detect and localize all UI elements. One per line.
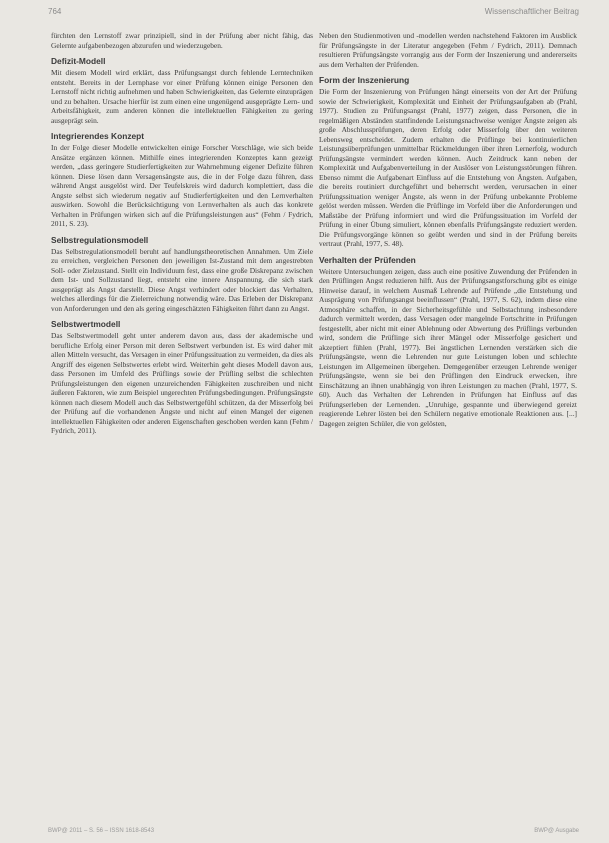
page-header bbox=[48, 7, 579, 19]
section-heading: Selbstregulationsmodell bbox=[51, 234, 149, 245]
section-heading: Form der Inszenierung bbox=[319, 75, 410, 85]
section-heading: Defizit-Modell bbox=[51, 56, 106, 66]
paragraph: In der Folge dieser Modelle entwickelten einige Forscher Vorschläge, wie sich beide Ansätze ergänzen können. Mithilfe eines integrierenden Konzeptes kann gezeigt werden, „dass geringere Studierfertigkeiten zur Wahrnehmung eigener Defizite führen können. Diese lösen dann Versagensängste aus, die in der Folge dazu führen, dass während Angst ausgelöst wird. Der Teufelskreis wird dadurch komplettiert, dass die Angste selbst sich wiederum negativ auf Studierfertigkeiten und den Lernverhalten auswirken. Sowohl die Berücksichtigung von Lernverhalten als auch das konkrete Verhalten in Prüfungen wirken sich auf die Prüfungsleistungen aus“ (Fehm / Fydrich, 2011, S. 23). bbox=[51, 143, 313, 228]
page-footer bbox=[48, 828, 579, 838]
section-heading: Selbstwertmodell bbox=[51, 319, 121, 329]
left-column bbox=[51, 31, 313, 438]
right-column bbox=[319, 31, 577, 430]
paragraph: fürchten den Lernstoff zwar prinzipiell, sind in der Prüfung aber nicht fähig, das Gelernte aufgabenbezogen abzurufen und wiederzugeben. bbox=[51, 31, 313, 50]
paragraph: Das Selbstwertmodell geht unter anderem davon aus, dass der akademische und berufliche Erfolg einer Person mit deren Selbstwert verbunden ist. Es wird daher mit allen Mitteln versucht, das Versagen in einer Prüfungssituation zu vermeiden, da dies als Angriff des eigenen Selbstwertes erlebt wird. Weiterhin geht dieses Modell davon aus, dass Personen im Umfeld des Prüflings sowie der Prüfling selbst die schlechten Prüfungsleistungen den eigenen unzureichenden Fähigkeiten zuschreiben und nicht äußeren Faktoren, wie zum Beispiel ungerechten Prüfungsbedingungen. Prüfungsängste können nach diesem Modell auch das Selbstwertgefühl schützen, da der Misserfolg bei der Prüfung auf die vorhandenen Ängste und nicht auf einen Mangel der eigenen intellektuellen Fähigkeiten oder anderen Eigenschaften geschoben werden kann (Fehm / Fydrich, 2011). bbox=[51, 331, 313, 435]
paragraph: Die Form der Inszenierung von Prüfungen hängt einerseits von der Art der Prüfung sowie der Schwierigkeit, Komplexität und Einheit der Prüfungsaufgaben ab (Prahl, 1977). Studien zu Prüfungsangst (Prahl, 1977) zeigen, dass Personen, die in regelmäßigen Abständen stattfindende Leistungsnachweise weniger Ängste zeigen als große Abschlussprüfungen, deren Erfolg oder Misserfolg über den weiteren Lebensweg entscheidet. Zudem erhalten die Prüflinge bei kontinuierlichen Leistungsüberprüfungen unmittelbar Rückmeldungen über ihren Lernerfolg, wodurch Prüfungsängste vermindert werden können. Auch Zeitdruck kann neben der Komplexität und Aufgabenverteilung in der Auslöser von Leistungsstörungen führen. Ebenso nimmt die Aufgabenart Einfluss auf die Entstehung von Ängsten. Aufgaben, die bereits routiniert durchgeführt und beherrscht werden, verursachen in einer Prüfungssituation weniger Ängste, als wenn in der Prüfung unbekannte Probleme gelöst werden müssen. Werden die Prüflinge im Vorfeld über die Anforderungen und Maßstäbe der Prüfung informiert und wird die Prüfungssituation im Vorfeld der Prüfung in einer Übung simuliert, können ebenfalls Prüfungsängste reduziert werden. Die Prüfungsvorgänge können so geübt werden und sind in der Prüfung bereits vertraut (Prahl, 1977, S. 48). bbox=[319, 87, 577, 248]
section-heading: Verhalten der Prüfenden bbox=[319, 254, 416, 265]
footer-publication: BWP@ Ausgabe bbox=[534, 828, 579, 834]
paragraph: Neben den Studienmotiven und -modellen werden nachstehend Faktoren im Ausblick für Prüfungsängste in der Literatur angegeben (Fehm / Fydrich, 2011). Demnach resultieren Prüfungsängste vorrangig aus der Form der Inszenierung und andererseits aus dem Verhalten der Prüfenden. bbox=[319, 31, 577, 69]
footer-citation: BWP@ 2011 – S. 56 – ISSN 1618-8543 bbox=[48, 828, 155, 834]
paragraph: Weitere Untersuchungen zeigen, dass auch eine positive Zuwendung der Prüfenden in den Prüflingen Angst reduzieren hilft. Aus der Prüfungsangstforschung gibt es einige Hinweise darauf, in welchem Ausmaß Lehrende auf Prüfende „die Entstehung und Ausprägung von Prüfungsangst beeinflussen“ (Prahl, 1977, S. 62), indem diese eine Atmosphäre schaffen, in der Sicherheitsgefühle und Selbstachtung insbesondere dadurch vermittelt werden, dass Versagen oder mangelnde Fortschritte in Prüfungen festgestellt, aber nicht mit einer Ablehnung oder Abwertung des Prüflings verbunden wird, sondern die Prüflinge sich ihrer Mängel oder Misserfolge gesichert und akzeptiert fühlen (Prahl, 1977). Bei ängstlichen Lernenden verstärken sich die Prüfungsängste, wenn die Lehrenden nur gute Leistungen loben und schlechte Leistungen im Allgemeinen übergehen. Demgegenüber erzeugen Lehrende weniger Prüfungsängste, wenn sie bei den Prüflingen den Eindruck erwecken, ihre Einschätzung an ihnen unabhängig von ihren Leistungen zu machen (Prahl, 1977, S. 60). Auch das Verhalten der Lehrenden in Prüfungen hat Einfluss auf das Prüfungserleben der Lernenden. „Unruhige, gespannte und überwiegend gereizt reagierende Lehrer lösten bei den Schülern negative emotionale Reaktionen aus. [...] Dagegen zeigten Schüler, die von gelösten, bbox=[319, 266, 577, 428]
running-title: Wissenschaftlicher Beitrag bbox=[484, 7, 579, 16]
page-number: 764 bbox=[48, 7, 62, 16]
section-heading: Integrierendes Konzept bbox=[51, 131, 145, 141]
paragraph: Das Selbstregulationsmodell beruht auf handlungstheoretischen Annahmen. Um Ziele zu erreichen, vergleichen Personen den jeweiligen Ist-Zustand mit dem angestrebten Soll- oder Zielzustand. Stellt ein Individuum fest, dass eine große Diskrepanz zwischen dem Ist- und Sollzustand liegt, entsteht eine innere Anspannung, die sich stark ausgeprägt als Angst darstellt. Diese Angst verhindert oder blockiert das Verhalten, welches allerdings für die Zielerreichung notwendig wäre. Das Erleben der Diskrepanz von Anforderungen und den als gering eingeschätzten Fähigkeiten führt dann zu Angst. bbox=[51, 246, 313, 313]
paragraph: Mit diesem Modell wird erklärt, dass Prüfungsangst durch fehlende Lerntechniken entsteht. Bereits in der Lernphase vor einer Prüfung können einige Personen den Lernstoff nicht richtig aufnehmen und haben Schwierigkeiten, das Gelernte einzuprägen und zu behalten. Ursache hierfür ist zum einen eine ungenügend ausgeprägte Lern- und Arbeitsfähigkeit, zum anderen können die intellektuellen Fähigkeiten zu gering ausgeprägt sein. bbox=[51, 68, 313, 125]
